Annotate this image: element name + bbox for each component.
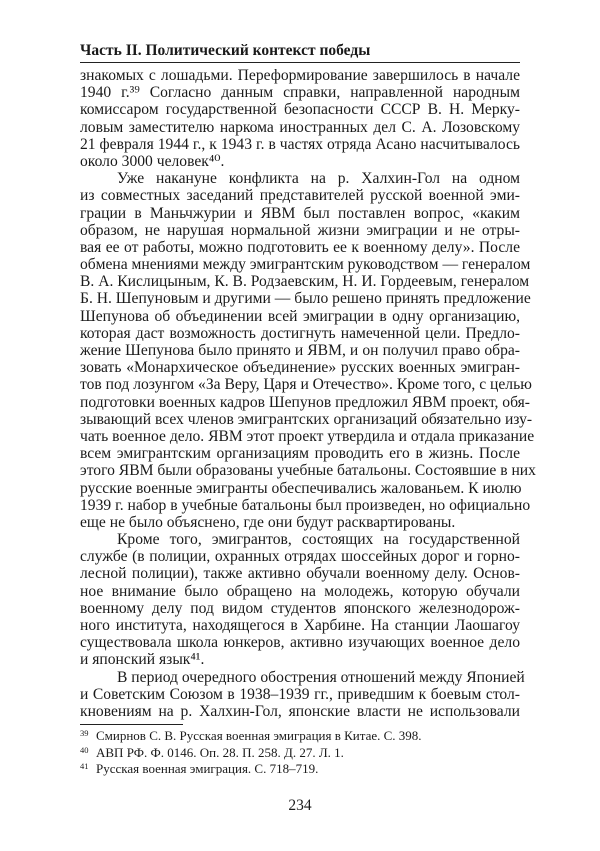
text-line: 21 февраля 1944 г., к 1943 г. в частях отряда Асано насчитывалось [80, 135, 520, 153]
text-line: всем эмигрантским организациям проводить его в жизнь. После [80, 445, 520, 463]
text-line: службе (в полиции, охранных отрядах шоссейных дорог и горно- [80, 548, 520, 566]
text-line: грации в Маньчжурии и ЯВМ был поставлен вопрос, «каким [80, 204, 520, 222]
text-line: зовать «Монархическое объединение» русских военных эмигран- [80, 359, 520, 377]
footnote [80, 745, 520, 762]
footnote-text: Смирнов С. В. Русская военная эмиграция в Китае. С. 398. [96, 728, 422, 743]
text-line: 1939 г. набор в учебные батальоны был произведен, но официально [80, 496, 531, 514]
footnote-text: АВП РФ. Ф. 0146. Оп. 28. П. 258. Д. 27. Л. 1. [96, 744, 344, 760]
text-line: ловым заместителю наркома иностранных дел С. А. Лозовскому [80, 118, 520, 136]
text-line: военному делу под видом студентов японского железнодорож- [80, 599, 520, 617]
text-line: Уже накануне конфликта на р. Халхин-Гол на одном [117, 170, 520, 188]
running-header: Часть II. Политический контекст победы [80, 42, 371, 59]
text-line: Шепунова об объединении всей эмиграции в одну организацию, [80, 307, 520, 325]
text-line: зывающий всех членов эмигрантских организаций обязательно изу- [80, 410, 533, 428]
text-line: лесной полиции), также активно обучали военному делу. Основ- [80, 565, 520, 583]
text-line: из совместных заседаний представителей русской военной эми- [80, 187, 520, 205]
text-line: вая ее от работы, можно подготовить ее к военному делу». После [80, 238, 520, 256]
text-line: которая даст возможность достигнуть намеченной цели. Предло- [80, 324, 520, 342]
paragraph [80, 170, 536, 531]
footnote-text: Русская военная эмиграция. С. 718–719. [96, 761, 319, 776]
text-line: знакомых с лошадьми. Переформирование завершилось в начале [80, 67, 520, 84]
text-line: образом, не нарушая нормальной жизни эмиграции и не отры- [80, 221, 520, 239]
text-line: кновениям на р. Халхин-Гол, японские власти не использовали [80, 702, 520, 720]
text-line: комиссаром государственной безопасности СССР В. Н. Мерку- [80, 101, 520, 119]
footnote-number: 40 [80, 744, 89, 755]
text-line: этого ЯВМ были образованы учебные батальоны. Состоявшие в них [80, 462, 536, 480]
text-line: тов под лозунгом «За Веру, Царя и Отечество». Кроме того, с целью [80, 376, 532, 394]
text-line: обмена мнениями между эмигрантским руководством — генералом [80, 256, 531, 274]
paragraph [80, 531, 520, 669]
text-line: ного института, находящегося в Харбине. На станции Лаошагоу [80, 617, 520, 634]
paragraph [80, 67, 520, 170]
text-line: 1940 г.³⁹ Согласно данным справки, направленной народным [80, 84, 520, 102]
body-text [80, 67, 536, 720]
paragraph [80, 668, 525, 721]
footnote [80, 728, 520, 745]
footnotes [80, 728, 520, 778]
text-line: около 3000 человек⁴⁰. [80, 152, 225, 170]
text-line: Б. Н. Шепуновым и другими — было решено принять предложение [80, 290, 531, 308]
footnote-number: 41 [80, 761, 89, 771]
footnote-number: 39 [80, 728, 89, 738]
footnote [80, 761, 520, 778]
page-number: 234 [288, 797, 312, 814]
text-line: жение Шепунова было принято и ЯВМ, и он получил право обра- [80, 342, 520, 359]
text-line: и японский язык⁴¹. [80, 651, 205, 669]
text-line: чать военное дело. ЯВМ этот проект утвердила и отдала приказание [80, 427, 535, 445]
text-line: ное внимание было обращено на молодежь, которую обучали [80, 582, 520, 600]
text-line: В период очередного обострения отношений между Японией [117, 668, 525, 686]
text-line: еще не было объяснено, где они будут расквартированы. [80, 513, 456, 531]
text-line: В. А. Кислицыным, К. В. Родзаевским, Н. И. Гордеевым, генералом [80, 273, 530, 291]
header-rule [80, 62, 520, 63]
text-line: Кроме того, эмигрантов, состоящих на государственной [117, 531, 520, 549]
text-line: существовала школа юнкеров, активно изучающих военное дело [80, 634, 520, 652]
text-line: и Советским Союзом в 1938–1939 гг., приведшим к боевым стол- [80, 685, 520, 703]
text-line: русские военные эмигранты обеспечивались жалованьем. К июлю [80, 479, 522, 497]
text-line: подготовки военных кадров Шепунов предложил ЯВМ проект, обя- [80, 393, 531, 411]
